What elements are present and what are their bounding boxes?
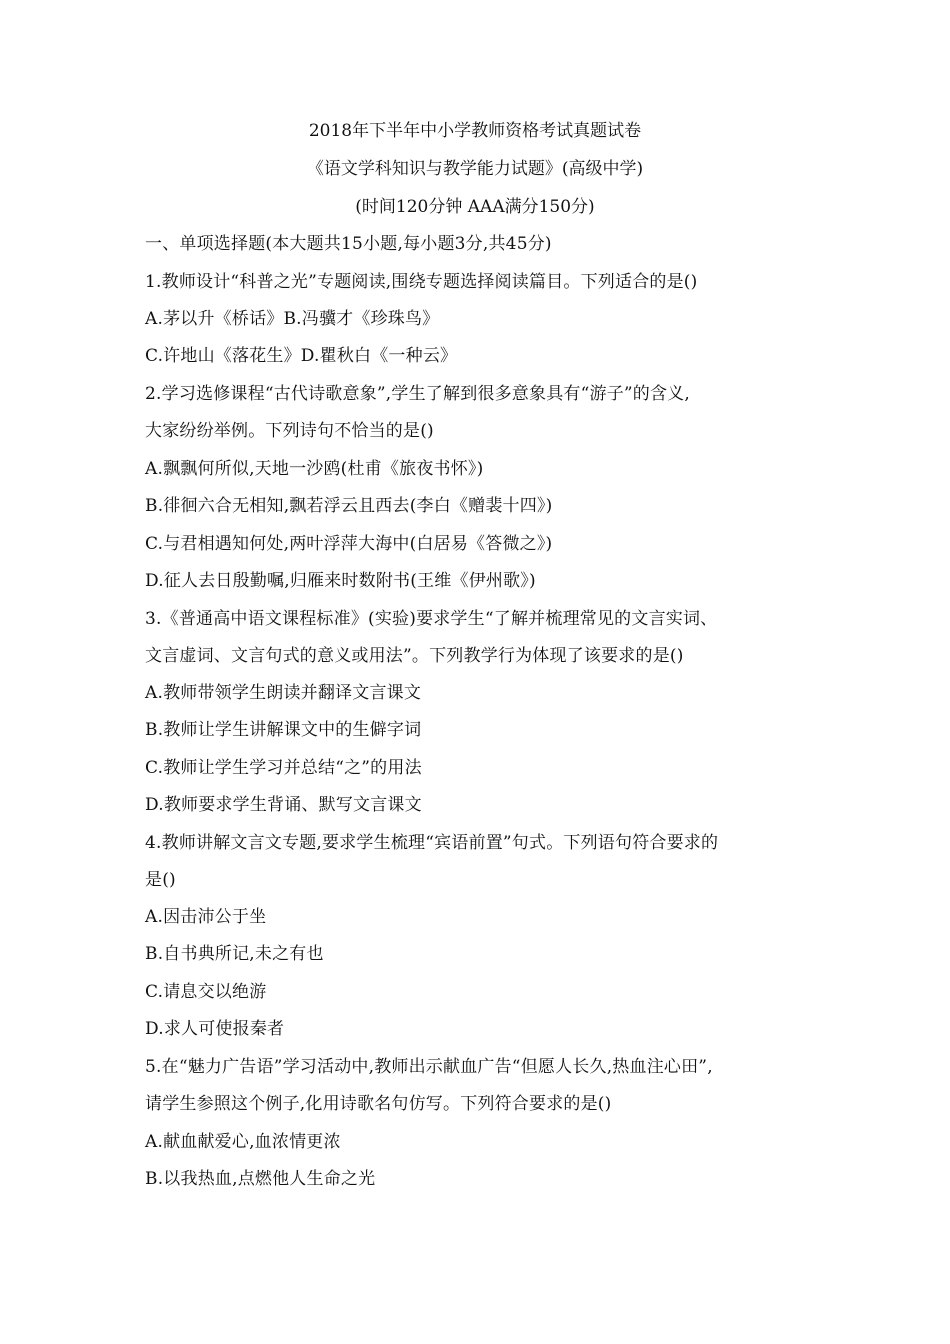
question-2-option-a: A.飘飘何所似,天地一沙鸥(杜甫《旅夜书怀》) [145,459,484,479]
question-3-option-a: A.教师带领学生朗读并翻译文言课文 [145,683,422,703]
question-4-stem: 4.教师讲解文言文专题,要求学生梳理“宾语前置”句式。下列语句符合要求的 [145,833,719,853]
question-3-option-c: C.教师让学生学习并总结“之”的用法 [145,758,422,778]
question-1-option-line: A.茅以升《桥话》B.冯骥才《珍珠鸟》 [145,309,440,329]
question-2-stem: 大家纷纷举例。下列诗句不恰当的是() [145,421,434,441]
question-1-stem: 1.教师设计“科普之光”专题阅读,围绕专题选择阅读篇目。下列适合的是() [145,272,698,292]
section-heading: 一、单项选择题(本大题共15小题,每小题3分,共45分) [145,234,552,254]
exam-subtitle: 《语文学科知识与教学能力试题》(高级中学) [306,159,644,179]
question-3-option-b: B.教师让学生讲解课文中的生僻字词 [145,720,422,740]
question-5-stem: 5.在“魅力广告语”学习活动中,教师出示献血广告“但愿人长久,热血注心田”, [145,1057,713,1077]
question-5-stem: 请学生参照这个例子,化用诗歌名句仿写。下列符合要求的是() [145,1094,612,1114]
question-2-option-b: B.徘徊六合无相知,飘若浮云且西去(李白《赠裴十四》) [145,496,553,516]
question-4-stem: 是() [145,870,176,890]
question-2-option-d: D.征人去日殷勤嘱,归雁来时数附书(王维《伊州歌》) [145,571,536,591]
exam-title: 2018年下半年中小学教师资格考试真题试卷 [308,121,642,141]
question-3-stem: 3.《普通高中语文课程标准》(实验)要求学生“了解并梳理常见的文言实词、 [145,609,718,629]
question-2-option-c: C.与君相遇知何处,两叶浮萍大海中(白居易《答微之》) [145,534,553,554]
question-3-stem: 文言虚词、文言句式的意义或用法”。下列教学行为体现了该要求的是() [145,646,684,666]
question-4-option-b: B.自书典所记,未之有也 [145,944,324,964]
question-1-option-line: C.许地山《落花生》D.瞿秋白《一种云》 [145,346,458,366]
question-4-option-d: D.求人可使报秦者 [145,1019,285,1039]
question-5-option-a: A.献血献爱心,血浓情更浓 [145,1132,341,1152]
question-4-option-a: A.因击沛公于坐 [145,907,267,927]
question-3-option-d: D.教师要求学生背诵、默写文言课文 [145,795,422,815]
exam-time-info: (时间120分钟 AAA满分150分) [355,197,595,217]
question-2-stem: 2.学习选修课程“古代诗歌意象”,学生了解到很多意象具有“游子”的含义, [145,384,690,404]
question-4-option-c: C.请息交以绝游 [145,982,267,1002]
question-5-option-b: B.以我热血,点燃他人生命之光 [145,1169,376,1189]
